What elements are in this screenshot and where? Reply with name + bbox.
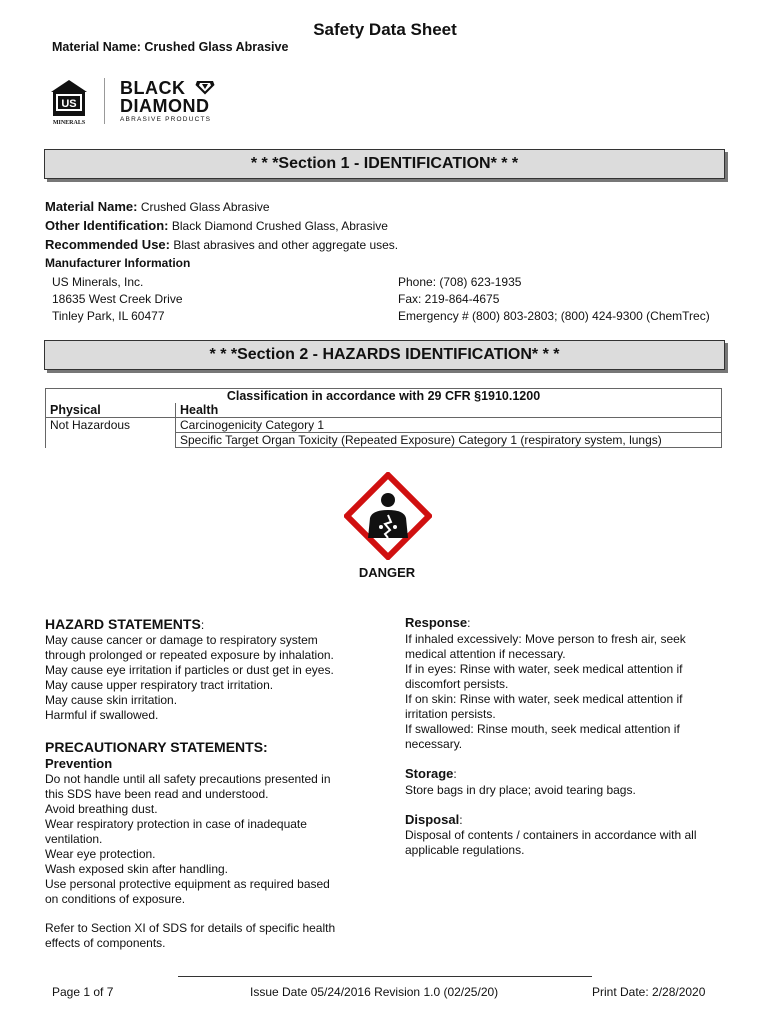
other-identification-row [45, 218, 388, 233]
storage-text: Store bags in dry place; avoid tearing bags. [405, 783, 636, 797]
physical-value: Not Hazardous [46, 418, 176, 448]
logo-divider [104, 78, 105, 124]
prevention-line: this SDS have been read and understood. [45, 787, 269, 801]
precautionary-statements-heading: PRECAUTIONARY STATEMENTS: [45, 739, 268, 755]
material-name-row [45, 199, 270, 214]
material-name-value: Crushed Glass Abrasive [140, 200, 270, 214]
manufacturer-address-2: Tinley Park, IL 60477 [52, 309, 165, 323]
manufacturer-info-label: Manufacturer Information [45, 256, 191, 270]
other-identification-value: Black Diamond Crushed Glass, Abrasive [171, 219, 388, 233]
disposal-heading: Disposal: [405, 812, 463, 827]
health-value: Carcinogenicity Category 1 [176, 418, 722, 433]
prevention-heading: Prevention [45, 756, 113, 771]
health-hazard-icon [344, 472, 432, 560]
prevention-list [45, 772, 331, 907]
black-diamond-logo [118, 78, 238, 126]
logo-us-text: US [61, 98, 77, 110]
prevention-line: Wash exposed skin after handling. [45, 862, 228, 876]
hazard-statement: May cause skin irritation. [45, 693, 178, 707]
material-name-label: Material Name: [45, 199, 138, 214]
prevention-line: Wear eye protection. [45, 847, 156, 861]
response-line: If swallowed: Rinse mouth, seek medical attention if [405, 722, 680, 736]
disposal-line: Disposal of contents / containers in accordance with all [405, 828, 697, 842]
material-name-header: Material Name: Crushed Glass Abrasive [52, 40, 289, 54]
logo-bd-sub: ABRASIVE PRODUCTS [120, 116, 212, 123]
classification-table [45, 388, 722, 448]
diamond-icon [195, 80, 215, 95]
response-line: necessary. [405, 737, 463, 751]
classification-header: Classification in accordance with 29 CFR §1910.1200 [46, 389, 722, 404]
logo-us-caption: MINERALS [52, 120, 86, 126]
response-heading: Response: [405, 615, 471, 630]
prevention-line: Use personal protective equipment as required based [45, 877, 330, 891]
signal-word: DANGER [358, 565, 416, 580]
prevention-line: ventilation. [45, 832, 103, 846]
section-1-header: * * *Section 1 - IDENTIFICATION* * * [44, 149, 725, 179]
hazard-statement: through prolonged or repeated exposure by inhalation. [45, 648, 334, 662]
page-number: Page 1 of 7 [52, 985, 114, 999]
response-line: medical attention if necessary. [405, 647, 566, 661]
prevention-line: on conditions of exposure. [45, 892, 186, 906]
section-2-header: * * *Section 2 - HAZARDS IDENTIFICATION* * * [44, 340, 725, 370]
prevention-line: Do not handle until all safety precautions presented in [45, 772, 331, 786]
response-line: If in eyes: Rinse with water, seek medical attention if [405, 662, 683, 676]
hazard-statements-heading: HAZARD STATEMENTS: [45, 616, 205, 632]
manufacturer-emergency: Emergency # (800) 803-2803; (800) 424-9300 (ChemTrec) [398, 309, 710, 323]
health-value: Specific Target Organ Toxicity (Repeated Exposure) Category 1 (respiratory system, lungs) [176, 433, 722, 448]
manufacturer-address-1: 18635 West Creek Drive [52, 292, 183, 306]
health-column-header: Health [176, 403, 722, 418]
prevention-line: Wear respiratory protection in case of inadequate [45, 817, 307, 831]
print-date: Print Date: 2/28/2020 [592, 985, 706, 999]
hazard-statement: May cause eye irritation if particles or dust get in eyes. [45, 663, 334, 677]
health-hazard-pictogram [344, 472, 432, 560]
logo-bd-line1: BLACK [120, 78, 186, 98]
recommended-use-row [45, 237, 398, 252]
us-minerals-logo-icon [46, 78, 92, 126]
logo-bd-line2: DIAMOND [120, 96, 210, 116]
physical-column-header: Physical [46, 403, 176, 418]
disposal-line: applicable regulations. [405, 843, 525, 857]
manufacturer-company: US Minerals, Inc. [52, 275, 144, 289]
response-line: If inhaled excessively: Move person to fresh air, seek [405, 632, 686, 646]
document-title: Safety Data Sheet [313, 20, 457, 39]
issue-revision: Issue Date 05/24/2016 Revision 1.0 (02/25/20) [250, 985, 499, 999]
refer-section-text: Refer to Section XI of SDS for details of specific health effects of components. [45, 921, 336, 950]
response-list [405, 632, 686, 752]
hazard-statement: May cause cancer or damage to respiratory system [45, 633, 318, 647]
hazard-statements-list [45, 633, 334, 723]
hazard-statement: Harmful if swallowed. [45, 708, 159, 722]
response-line: If on skin: Rinse with water, seek medical attention if [405, 692, 683, 706]
hazard-statement: May cause upper respiratory tract irritation. [45, 678, 274, 692]
manufacturer-fax: Fax: 219-864-4675 [398, 292, 500, 306]
us-minerals-logo [46, 78, 92, 126]
recommended-use-label: Recommended Use: [45, 237, 170, 252]
disposal-list [405, 828, 697, 858]
footer-divider [178, 976, 592, 977]
manufacturer-phone: Phone: (708) 623-1935 [398, 275, 522, 289]
recommended-use-value: Blast abrasives and other aggregate uses. [173, 238, 399, 252]
prevention-line: Avoid breathing dust. [45, 802, 158, 816]
response-line: irritation persists. [405, 707, 496, 721]
storage-heading: Storage: [405, 766, 457, 781]
response-line: discomfort persists. [405, 677, 509, 691]
other-identification-label: Other Identification: [45, 218, 169, 233]
